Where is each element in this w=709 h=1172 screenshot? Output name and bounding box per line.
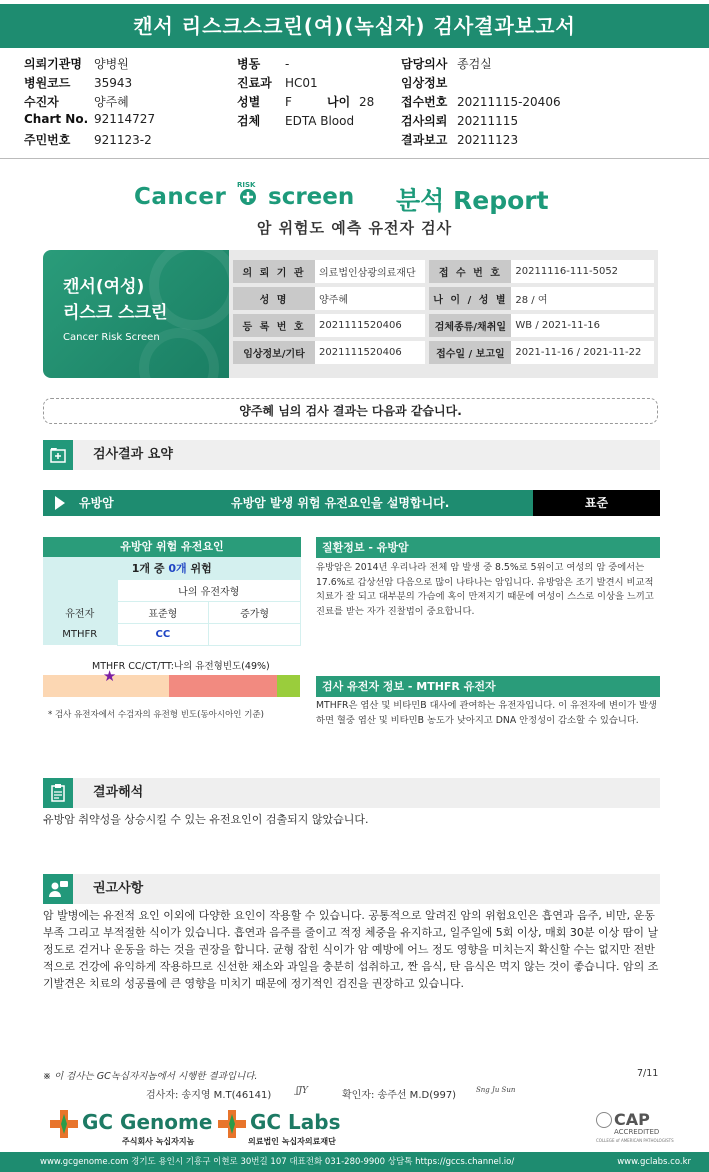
logo-screen-text: screen (268, 184, 355, 210)
logo-plus-icon (240, 189, 256, 205)
clipboard-icon (43, 778, 73, 808)
info-value: WB / 2021-11-16 (511, 314, 654, 337)
page-number: 7/11 (637, 1068, 659, 1079)
age-value: 28 (359, 95, 375, 109)
logo-risk-text: RISK (237, 181, 256, 189)
gene-info-text: MTHFR은 엽산 및 비타민B 대사에 관여하는 유전자입니다. 이 유전자에 변이가 발생하면 혈중 엽산 및 비타민B 농도가 낮아지고 DNA 안정성이 감소할 수 있습니다. (316, 700, 657, 726)
header-row: 담당의사 종검실 (401, 57, 492, 71)
header-row: 접수번호 20211115-20406 (401, 95, 561, 109)
risk-count: 1개 중 0개 위험 (43, 557, 301, 579)
my-genotype-header: 나의 유전자형 (117, 579, 301, 601)
genotype-frequency-label: MTHFR CC/CT/TT:나의 유전형빈도(49%) (92, 661, 270, 672)
advice-section-title: 권고사항 (93, 881, 144, 896)
header-row: 의뢰기관명 양병원 (24, 57, 129, 71)
standard-genotype-value: CC (117, 623, 209, 645)
info-key: 의 뢰 기 관 (233, 260, 315, 283)
confirmer-signature: Sng Ju Sun (476, 1086, 516, 1094)
gc-labs-name: GC Labs (250, 1110, 341, 1134)
risk-factor-table (43, 557, 301, 646)
info-key: 접수일 / 보고일 (429, 341, 511, 364)
info-key: 성 명 (233, 287, 315, 310)
cap-accredited-logo (596, 1110, 676, 1146)
folder-plus-icon (43, 440, 73, 470)
advice-section-header (43, 874, 660, 904)
gc-genome-logo (50, 1110, 230, 1150)
info-value: 2021111520406 (315, 314, 425, 337)
info-key: 나 이 / 성 별 (429, 287, 511, 310)
disease-info-text: 유방암은 2014년 우리나라 전체 암 발생 중 8.5%로 5위이고 여성의 암 중에서는 17.6%로 갑상선암 다음으로 많이 나타나는 암입니다. 유방암은 조기 발견시 비교적 치료가 잘 되고 대부분의 가슴에 혹이 만져지기 때문에 여성이 스스로 이상을 느끼고 진료를 받는 자가 진찰법이 중요합니다. (316, 562, 654, 617)
footer-website: www.gclabs.co.kr (617, 1157, 691, 1167)
gc-labs-subtitle: 의료법인 녹십자의료재단 (248, 1137, 336, 1146)
info-row (233, 341, 654, 364)
footer-contact-text: www.gcgenome.com 경기도 용인시 기흥구 이현로 30번길 107 대표전화 031-280-9900 상담톡 https://gccs.channel.io/ (40, 1157, 515, 1167)
report-title: 캔서 리스크스크린(여)(녹십자) 검사결과보고서 (0, 4, 709, 48)
disease-bar (43, 490, 660, 516)
header-row: 임상정보 (401, 76, 448, 90)
result-greeting: 양주혜 님의 검사 결과는 다음과 같습니다. (43, 398, 658, 424)
info-value: 28 / 여 (511, 287, 654, 310)
frequency-segment (169, 675, 277, 697)
patient-info-table (229, 250, 658, 378)
risk-level-badge: 표준 (533, 490, 660, 516)
cap-seal-icon (596, 1112, 612, 1128)
header-row: 진료과 HC01 (237, 76, 318, 90)
info-row (233, 314, 654, 337)
info-value: 2021-11-16 / 2021-11-22 (511, 341, 654, 364)
header-row: 검사의뢰 20211115 (401, 114, 519, 128)
frequency-footnote: * 검사 유전자에서 수검자의 유전형 빈도(동아시아인 기준) (48, 710, 264, 720)
header-col1 (24, 55, 224, 150)
examiner-signature: ʃJY (296, 1086, 308, 1096)
risk-factor-header: 유방암 위험 유전요인 (43, 537, 301, 557)
summary-section-title: 검사결과 요약 (93, 447, 173, 462)
standard-type-label: 표준형 (117, 601, 209, 623)
product-card (43, 250, 229, 378)
header-row: 검체 EDTA Blood (237, 114, 355, 128)
info-row (233, 260, 654, 283)
interpretation-text: 유방암 취약성을 상승시킬 수 있는 유전요인이 검출되지 않았습니다. (43, 813, 369, 826)
gc-cross-icon (50, 1110, 78, 1138)
info-value: 의료법인삼광의료재단 (315, 260, 425, 283)
gene-info-header: 검사 유전자 정보 - MTHFR 유전자 (316, 676, 660, 697)
header-row: 병동 - (237, 57, 290, 71)
confirmer: 확인자: 송주선 M.D(997) (342, 1090, 457, 1101)
person-chat-icon (43, 874, 73, 904)
header-row: 성별 F 나이 28 (237, 95, 375, 109)
header-row: 주민번호 921123-2 (24, 133, 152, 147)
cap-org-text: COLLEGE of AMERICAN PATHOLOGISTS (596, 1138, 674, 1143)
genotype-frequency-bar (43, 667, 300, 697)
header-divider (0, 158, 709, 159)
info-value: 양주혜 (315, 287, 425, 310)
card-title-line1: 캔서(여성) (63, 277, 145, 297)
logo-cancer-text: Cancer (134, 184, 227, 210)
header-row: 수진자 양주혜 (24, 95, 129, 109)
info-value: 20211116-111-5052 (511, 260, 654, 283)
gene-column-label: 유전자 (43, 601, 117, 623)
gc-labs-logo (218, 1110, 368, 1150)
header-row: 병원코드 35943 (24, 76, 133, 90)
info-row (233, 287, 654, 310)
logo-report-text: 분석 Report (396, 186, 549, 215)
gc-genome-name: GC Genome (82, 1110, 213, 1134)
gc-genome-subtitle: 주식회사 녹십자지놈 (122, 1137, 195, 1146)
header-row: 결과보고 20211123 (401, 133, 519, 147)
footer-contact-bar (0, 1152, 709, 1172)
gene-name: MTHFR (43, 623, 117, 645)
disease-name: 유방암 (79, 496, 114, 510)
gc-cross-icon (218, 1110, 246, 1138)
info-value: 2021111520406 (315, 341, 425, 364)
triangle-right-icon (55, 496, 65, 510)
info-key: 접 수 번 호 (429, 260, 511, 283)
cap-accredited-text: ACCREDITED (614, 1128, 660, 1136)
page-subtitle: 암 위험도 예측 유전자 검사 (256, 219, 453, 237)
info-key: 검체종류/채취일 (429, 314, 511, 337)
info-key: 등 록 번 호 (233, 314, 315, 337)
card-title-line2: 리스크 스크린 (63, 303, 168, 323)
interpretation-section-header (43, 778, 660, 808)
test-origin-note: ※ 이 검사는 GC녹십자지놈에서 시행한 결과입니다. (43, 1071, 258, 1082)
increased-genotype-value (209, 623, 301, 645)
card-english-title: Cancer Risk Screen (63, 332, 160, 343)
info-key: 임상정보/기타 (233, 341, 315, 364)
frequency-segment (277, 675, 300, 697)
disease-description: 유방암 발생 위험 유전요인을 설명합니다. (231, 496, 450, 510)
star-marker-icon: ★ (102, 667, 117, 685)
interpretation-section-title: 결과해석 (93, 785, 144, 800)
examiner: 검사자: 송지영 M.T(46141) (146, 1090, 272, 1101)
cap-text: CAP (614, 1110, 650, 1129)
age-label: 나이 (327, 95, 351, 109)
summary-section-header (43, 440, 660, 470)
increased-type-label: 증가형 (209, 601, 301, 623)
disease-info-header: 질환정보 - 유방암 (316, 537, 660, 558)
header-col3 (401, 55, 701, 150)
table-row (43, 623, 301, 645)
header-row: Chart No. 92114727 (24, 112, 156, 126)
header-col2 (237, 55, 397, 131)
risk-count-number: 0개 (168, 561, 187, 575)
advice-text: 암 발병에는 유전적 요인 이외에 다양한 요인이 작용할 수 있습니다. 공통적으로 알려진 암의 위험요인은 흡연과 음주, 비만, 운동 부족 그리고 부적절한 식이가 있습니다. 흡연과 음주를 줄이고 적정 체중을 유지하고, 일주일에 5회 이상, 매회 30분 이상 땀이 날 정도로 걷거나 운동을 하는 것을 권장을 합니다. 균형 잡힌 식이가 암 예방에 어느 정도 영향을 미치는지 확신할 수는 없지만 전반적으로 건강에 유익하게 작용하므로 신선한 채소와 과일을 충분히 섭취하고, 짠 음식, 탄 음식은 먹지 않는 것이 좋습니다. 암의 조기발견은 치료의 성공률에 큰 영향을 미치기 때문에 정기적인 검진을 권장하고 있습니다. (43, 909, 659, 990)
